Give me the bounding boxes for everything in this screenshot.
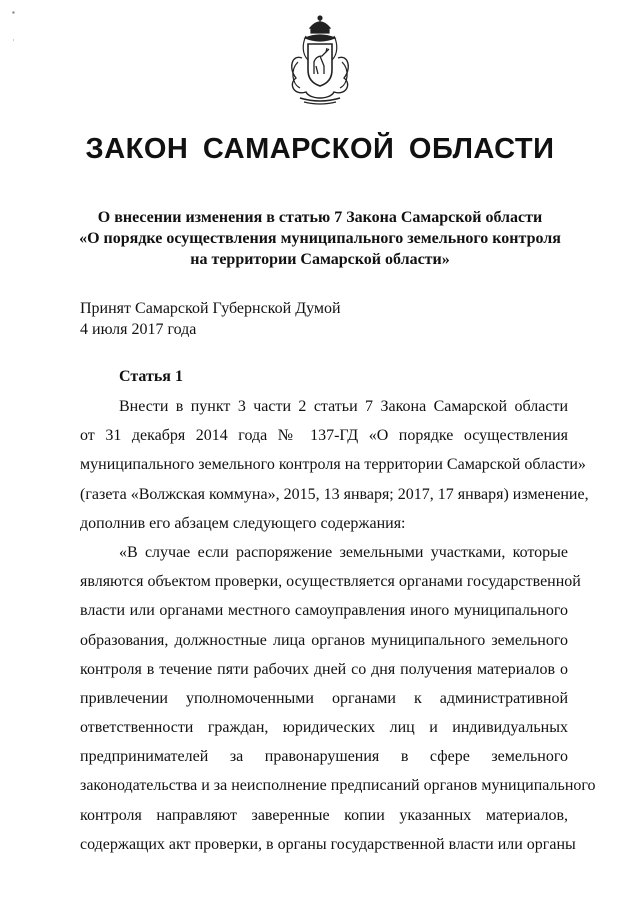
text-line: законодательства и за неисполнение предписаний органов муниципального (80, 777, 596, 795)
text-line: «В случае если распоряжение земельными участками, которые (119, 543, 568, 561)
text-line: Внести в пункт 3 части 2 статьи 7 Закона Самарской области (119, 398, 568, 415)
scan-speck: ▪ (12, 8, 15, 17)
text-line: дополнив его абзацем следующего содержания: (80, 514, 406, 532)
article-heading: Статья 1 (119, 368, 183, 385)
text-line: (газета «Волжская коммуна», 2015, 13 января; 2017, 17 января) изменение, (80, 485, 589, 503)
subject-line: на территории Самарской области» (190, 251, 450, 268)
text-line: контроля направляют заверенные копии указанных материалов, (80, 806, 568, 824)
text-line: ответственности граждан, юридических лиц и индивидуальных (80, 719, 568, 737)
subject-line: «О порядке осуществления муниципального земельного контроля (79, 230, 561, 247)
text-line: муниципального земельного контроля на территории Самарской области» (80, 456, 586, 474)
article-body (80, 392, 596, 859)
scan-speck: · (12, 36, 15, 45)
samara-coat-of-arms-icon (280, 14, 360, 106)
text-line: содержащих акт проверки, в органы государственной власти или органы (80, 835, 576, 853)
text-line: являются объектом проверки, осуществляется органами государственной (80, 573, 581, 591)
text-line: образования, должностные лица органов муниципального земельного (80, 631, 568, 649)
law-subject (60, 207, 580, 270)
law-title: ЗАКОН САМАРСКОЙ ОБЛАСТИ (85, 133, 555, 165)
text-line: привлечении уполномоченными органами к административной (80, 689, 568, 707)
text-line: власти или органами местного самоуправления иного муниципального (80, 602, 568, 620)
subject-line: О внесении изменения в статью 7 Закона Самарской области (97, 209, 543, 226)
text-line: от 31 декабря 2014 года № 137-ГД «О порядке осуществления (80, 427, 568, 445)
adoption-date: 4 июля 2017 года (80, 321, 197, 338)
adoption-info (80, 298, 341, 340)
text-line: предпринимателей за правонарушения в сфере земельного (80, 748, 568, 766)
adopted-by: Принят Самарской Губернской Думой (80, 300, 341, 317)
text-line: контроля в течение пяти рабочих дней со дня получения материалов о (80, 660, 568, 678)
